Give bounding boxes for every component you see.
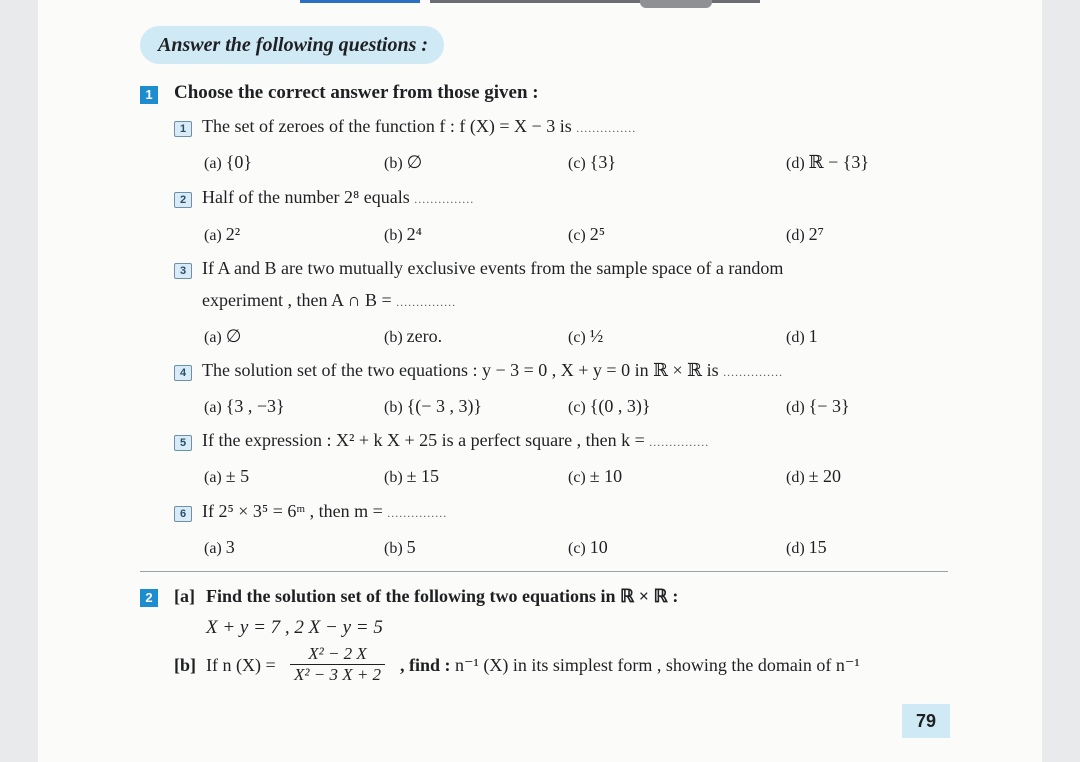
item-4-blank: ...............	[723, 365, 784, 379]
item-4-option-a[interactable]: (a) {3 , −3}	[204, 396, 285, 416]
item-3-option-c[interactable]: (c) ½	[568, 326, 604, 346]
item-5-stem	[202, 430, 709, 451]
part-a-equations: X + y = 7 , 2 X − y = 5	[206, 617, 383, 638]
item-6-stem-text: If 2⁵ × 3⁵ = 6ᵐ , then m =	[202, 501, 383, 521]
item-4-option-d[interactable]: (d) {− 3}	[786, 396, 850, 416]
section-divider	[140, 571, 948, 572]
part-b-find: , find :	[400, 655, 451, 675]
item-6-stem	[202, 501, 447, 522]
item-1-stem	[202, 116, 636, 137]
item-1-option-a[interactable]: (a) {0}	[204, 152, 253, 172]
top-edge-blue-strip	[300, 0, 420, 3]
item-6-option-d[interactable]: (d) 15	[786, 537, 827, 557]
item-5-option-c[interactable]: (c) ± 10	[568, 466, 623, 486]
item-4-stem-text: The solution set of the two equations : y − 3 = 0 , X + y = 0 in ℝ × ℝ is	[202, 360, 719, 380]
item-2-option-b[interactable]: (b) 2⁴	[384, 224, 422, 244]
fraction-numerator: X² − 2 X	[290, 644, 385, 665]
item-badge-1: 1	[174, 121, 192, 137]
item-2-option-c[interactable]: (c) 2⁵	[568, 224, 606, 244]
item-1-option-b[interactable]: (b) ∅	[384, 152, 423, 172]
item-5-option-a[interactable]: (a) ± 5	[204, 466, 250, 486]
item-4-option-c[interactable]: (c) {(0 , 3)}	[568, 396, 651, 416]
item-3-stem-continued	[202, 290, 456, 311]
item-badge-3: 3	[174, 263, 192, 279]
item-badge-2: 2	[174, 192, 192, 208]
item-3-blank: ...............	[396, 295, 457, 309]
item-5-option-b[interactable]: (b) ± 15	[384, 466, 440, 486]
item-1-stem-text: The set of zeroes of the function f : f (X) = X − 3 is	[202, 116, 572, 136]
textbook-page	[38, 0, 1042, 762]
item-badge-4: 4	[174, 365, 192, 381]
top-edge-clip	[640, 0, 712, 8]
item-badge-6: 6	[174, 506, 192, 522]
part-b-suffix	[400, 655, 860, 676]
item-2-option-d[interactable]: (d) 2⁷	[786, 224, 824, 244]
question-number-1: 1	[140, 86, 158, 104]
fraction-denominator: X² − 3 X + 2	[294, 665, 382, 684]
item-6-option-c[interactable]: (c) 10	[568, 537, 608, 557]
item-4-option-b[interactable]: (b) {(− 3 , 3)}	[384, 396, 483, 416]
item-2-option-a[interactable]: (a) 2²	[204, 224, 241, 244]
item-badge-5: 5	[174, 435, 192, 451]
item-3-option-d[interactable]: (d) 1	[786, 326, 818, 346]
item-2-stem-text: Half of the number 2⁸ equals	[202, 187, 410, 207]
item-2-stem	[202, 187, 474, 208]
question-number-2: 2	[140, 589, 158, 607]
item-3-option-a[interactable]: (a) ∅	[204, 326, 242, 346]
page-number: 79	[902, 704, 950, 738]
part-b-letter: [b]	[174, 655, 196, 675]
item-5-blank: ...............	[649, 435, 710, 449]
item-1-option-c[interactable]: (c) {3}	[568, 152, 617, 172]
item-6-option-b[interactable]: (b) 5	[384, 537, 416, 557]
item-3-option-b[interactable]: (b) zero.	[384, 326, 443, 346]
item-3-stem: If A and B are two mutually exclusive events from the sample space of a random	[202, 258, 784, 278]
question-1-title: Choose the correct answer from those given :	[174, 82, 539, 103]
item-1-option-d[interactable]: (d) ℝ − {3}	[786, 152, 870, 172]
item-5-stem-text: If the expression : X² + k X + 25 is a perfect square , then k =	[202, 430, 645, 450]
part-a-letter: [a]	[174, 586, 195, 606]
section-banner: Answer the following questions :	[140, 26, 444, 64]
item-1-blank: ...............	[576, 121, 637, 135]
item-4-stem	[202, 360, 783, 381]
part-a-text: Find the solution set of the following two equations in ℝ × ℝ :	[206, 586, 679, 606]
item-6-blank: ...............	[387, 506, 448, 520]
item-3-stem-text-2: experiment , then A ∩ B =	[202, 290, 392, 310]
item-5-option-d[interactable]: (d) ± 20	[786, 466, 842, 486]
item-2-blank: ...............	[414, 192, 475, 206]
item-6-option-a[interactable]: (a) 3	[204, 537, 235, 557]
part-b-fraction	[290, 644, 385, 685]
part-b-prefix: If n (X) =	[206, 655, 276, 675]
part-b-task: n⁻¹ (X) in its simplest form , showing the domain of n⁻¹	[455, 655, 860, 675]
